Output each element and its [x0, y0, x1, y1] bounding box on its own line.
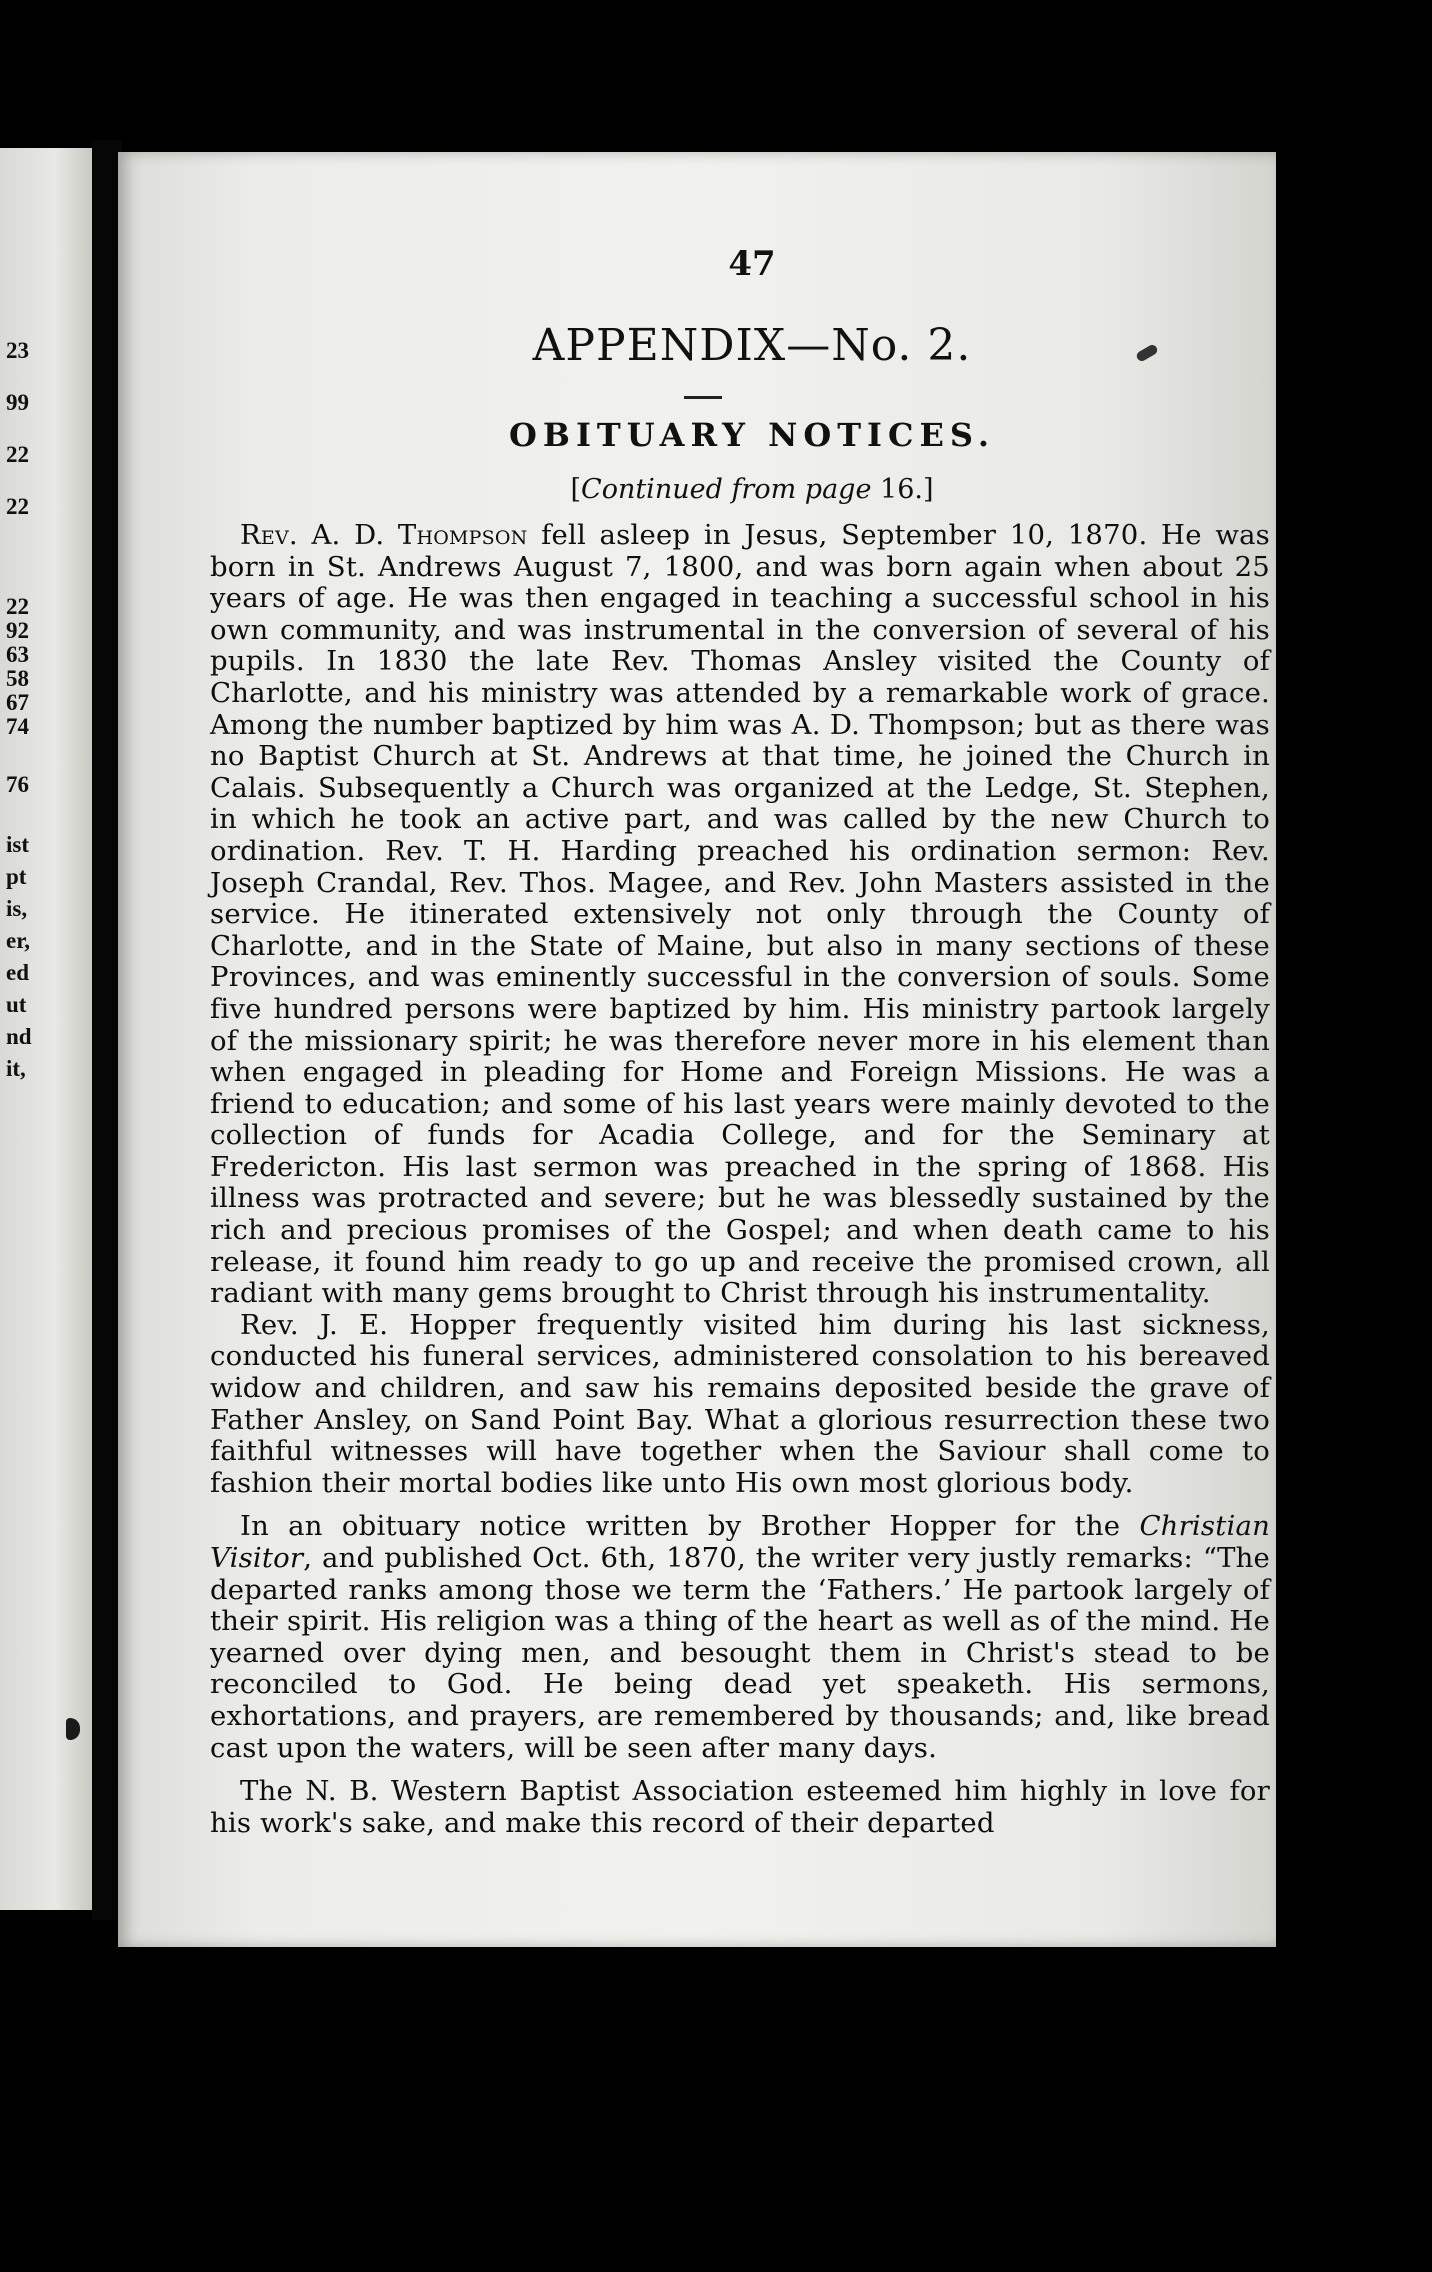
- page-number: 47: [728, 244, 776, 284]
- paragraph-1: [210, 520, 1270, 1310]
- margin-number: 22: [6, 594, 29, 619]
- margin-number: is,: [6, 896, 28, 921]
- margin-number: 92: [6, 618, 29, 643]
- obituary-body: [210, 520, 1270, 1839]
- paragraph-4: The N. B. Western Baptist Association esteemed him highly in love for his work's sake, and make this record of their departed: [210, 1775, 1270, 1839]
- continued-italic: Continued from page: [581, 474, 872, 505]
- margin-number: 67: [6, 690, 29, 715]
- subject-name: Rev. A. D. Thompson: [240, 519, 528, 551]
- title-rule: [684, 396, 722, 399]
- appendix-title: APPENDIX—No. 2.: [532, 320, 972, 371]
- paragraph-3-lead: In an obituary notice written by Brother Hopper for the: [240, 1510, 1140, 1543]
- margin-number: 63: [6, 642, 29, 667]
- section-heading: OBITUARY NOTICES.: [509, 416, 995, 454]
- continued-suffix: 16.]: [871, 474, 934, 505]
- margin-number: ed: [6, 960, 29, 985]
- continued-note: [118, 474, 1276, 505]
- adjacent-page-fragment: [0, 148, 92, 1910]
- margin-number: pt: [6, 864, 27, 889]
- margin-number: nd: [6, 1024, 32, 1049]
- margin-number: 76: [6, 772, 29, 797]
- paragraph-3: [210, 1511, 1270, 1764]
- margin-number: 23: [6, 338, 29, 363]
- paragraph-3-text: , and published Oct. 6th, 1870, the writer very justly remarks: “The departed ranks among those we term the ‘Fathers.’ He partook largely of their spirit. His religion was a thing of the heart as well as of the mind. He yearned over dying men, and besought them in Christ's stead to be reconciled to God. He being dead yet speaketh. His sermons, exhortations, and prayers, are remembered by thousands; and, like bread cast upon the waters, will be seen after many days.: [210, 1542, 1270, 1764]
- margin-number: 58: [6, 666, 29, 691]
- margin-number: ist: [6, 832, 29, 857]
- document-page: [118, 152, 1276, 1947]
- margin-number: er,: [6, 928, 31, 953]
- newspaper-title: Christian Visitor: [210, 1510, 1270, 1574]
- margin-number: 22: [6, 494, 29, 519]
- margin-number: it,: [6, 1056, 26, 1081]
- margin-number: 99: [6, 390, 29, 415]
- margin-number: 22: [6, 442, 29, 467]
- margin-number: 74: [6, 714, 29, 739]
- margin-number: ut: [6, 992, 27, 1017]
- paragraph-2: Rev. J. E. Hopper frequently visited him during his last sickness, conducted his funeral services, administered consolation to his bereaved widow and children, and saw his remains deposited beside the grave of Father Ansley, on Sand Point Bay. What a glorious resurrection these two faithful witnesses will have together when the Saviour shall come to fashion their mortal bodies like unto His own most glorious body.: [210, 1308, 1270, 1499]
- continued-prefix: [: [570, 474, 582, 505]
- paragraph-1-text: fell asleep in Jesus, September 10, 1870. He was born in St. Andrews August 7, 1800, and was born again when about 25 years of age. He was then engaged in teaching a successful school in his own community, and was instrumental in the conversion of several of his pupils. In 1830 the late Rev. Thomas Ansley visited the County of Charlotte, and his ministry was attended by a remarkable work of grace. Among the number baptized by him was A. D. Thompson; but as there was no Baptist Church at St. Andrews at that time, he joined the Church in Calais. Subsequently a Church was organized at the Ledge, St. Stephen, in which he took an active part, and was called by the new Church to ordination. Rev. T. H. Harding preached his ordination sermon: Rev. Joseph Crandal, Rev. Thos. Magee, and Rev. John Masters assisted in the service. He itinerated extensively not only through the County of Charlotte, and in the State of Maine, but also in many sections of these Provinces, and was eminently successful in the conversion of souls. Some five hundred persons were baptized by him. His ministry partook largely of the missionary spirit; he was therefore never more in his element than when engaged in pleading for Home and Foreign Missions. He was a friend to education; and some of his last years were mainly devoted to the collection of funds for Acadia College, and for the Seminary at Fredericton. His last sermon was preached in the spring of 1868. His illness was protracted and severe; but he was blessedly sustained by the rich and precious promises of the Gospel; and when death came to his release, it found him ready to go up and receive the promised crown, all radiant with many gems brought to Christ through his instrumentality.: [210, 519, 1270, 1310]
